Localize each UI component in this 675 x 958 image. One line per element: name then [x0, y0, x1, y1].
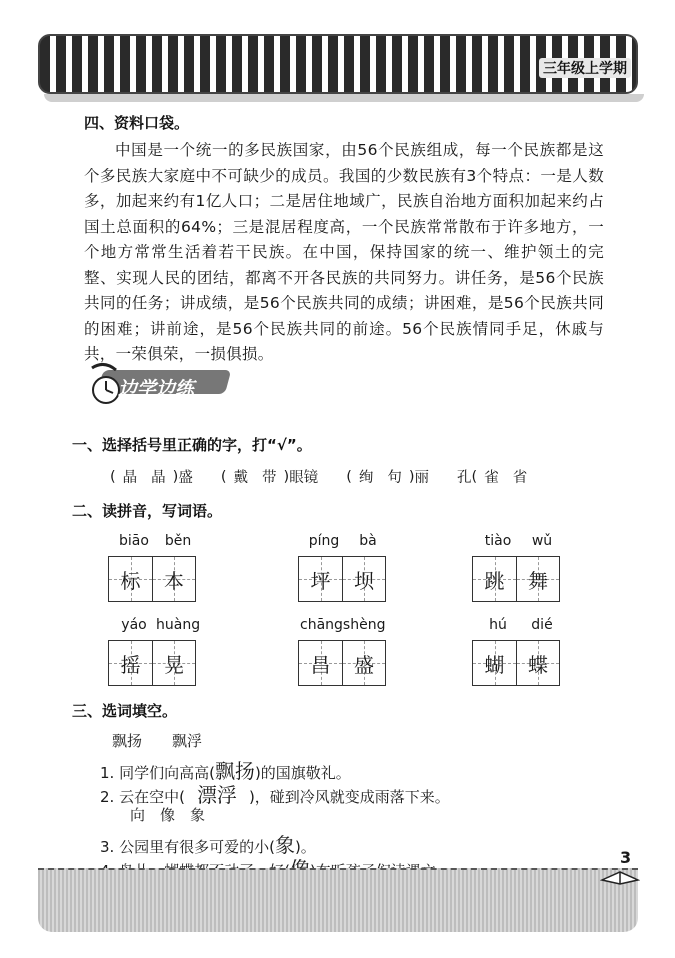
choice-a[interactable]: 戴 — [233, 470, 249, 486]
choice-b[interactable]: 句 — [387, 470, 402, 486]
q1-item: 孔 ( 雀 省 — [457, 466, 534, 487]
answer-1[interactable]: 飘扬 — [214, 759, 255, 783]
q1-item: ( 晶 晶 ) 盛 — [110, 466, 193, 487]
q1-title: 一、选择括号里正确的字，打“√”。 — [72, 436, 312, 454]
pinyin-row: biāo běn — [119, 533, 192, 549]
header-shadow — [44, 94, 644, 102]
section4-title: 四、资料口袋。 — [84, 114, 190, 132]
q2-title: 二、读拼音，写词语。 — [72, 502, 223, 520]
choice-a[interactable]: 绚 — [358, 470, 374, 486]
answer-3[interactable]: 象 — [274, 833, 295, 857]
writing-grid[interactable]: 坪 坝 — [298, 556, 386, 602]
writing-grid[interactable]: 昌 盛 — [298, 640, 386, 686]
pinyin-row: hú dié — [489, 617, 553, 633]
book-icon — [600, 862, 640, 886]
choice-a[interactable]: 雀 — [484, 470, 499, 486]
header-title: 三年级上学期 — [539, 58, 631, 78]
q3-title: 三、选词填空。 — [72, 702, 178, 720]
q3-sentence-1: 1. 同学们向高高(飘扬)的国旗敬礼。 — [100, 759, 351, 783]
page-number: 3 — [620, 848, 632, 867]
q3-sentence-3: 3. 公园里有很多可爱的小(象)。 — [100, 833, 316, 857]
writing-grid[interactable]: 摇 晃 — [108, 640, 196, 686]
section4-paragraph: 中国是一个统一的多民族国家，由56个民族组成，每一个民族都是这个多民族大家庭中不可缺少的成员。我国的少数民族有3个特点：一是人数多，加起来约有1亿人口；二是居住地域广，民族自治地方面积加起来约占国土总面积的64%；三是混居程度高，一个民族常常散布于许多地方，一个地方常常生活着若干民族。在中国，保持国家的统一、维护领土的完整、实现人民的团结，都离不开各民族的共同努力。讲任务，是56个民族共同的任务；讲成绩，是56个民族共同的成绩；讲困难，是56个民族共同的困难；讲前途，是56个民族共同的前途。56个民族情同手足，休戚与共，一荣俱荣，一损俱损。 — [84, 141, 604, 363]
choice-b[interactable]: 带 — [262, 470, 277, 486]
q1-item: ( 绚 句 ) 丽 — [346, 466, 429, 487]
choice-a[interactable]: 晶 — [122, 470, 138, 486]
q1-item: ( 戴 带 ) 眼镜 — [221, 466, 318, 487]
answer-2[interactable]: 漂浮 — [196, 783, 237, 807]
choice-b[interactable]: 省 — [512, 470, 528, 486]
pinyin-row: tiào wǔ — [484, 533, 553, 549]
pinyin-row: yáo huàng — [121, 617, 201, 633]
q3-sentence-2: 2. 云在空中( 漂浮 )，碰到冷风就变成雨落下来。 — [100, 783, 450, 807]
writing-grid[interactable]: 标 本 — [108, 556, 196, 602]
writing-grid[interactable]: 跳 舞 — [472, 556, 560, 602]
banner-text: 边学边练 — [118, 378, 195, 400]
q3-choices-1: 飘扬 飘浮 — [112, 732, 203, 750]
q1-options — [110, 466, 534, 487]
pinyin-row: píng bà — [308, 533, 377, 549]
footer-band — [38, 868, 638, 932]
choice-b[interactable]: 晶 — [151, 470, 166, 486]
pinyin-row: chāngshèng — [300, 617, 386, 633]
q3-choices-2: 向 像 象 — [130, 806, 206, 824]
writing-grid[interactable]: 蝴 蝶 — [472, 640, 560, 686]
